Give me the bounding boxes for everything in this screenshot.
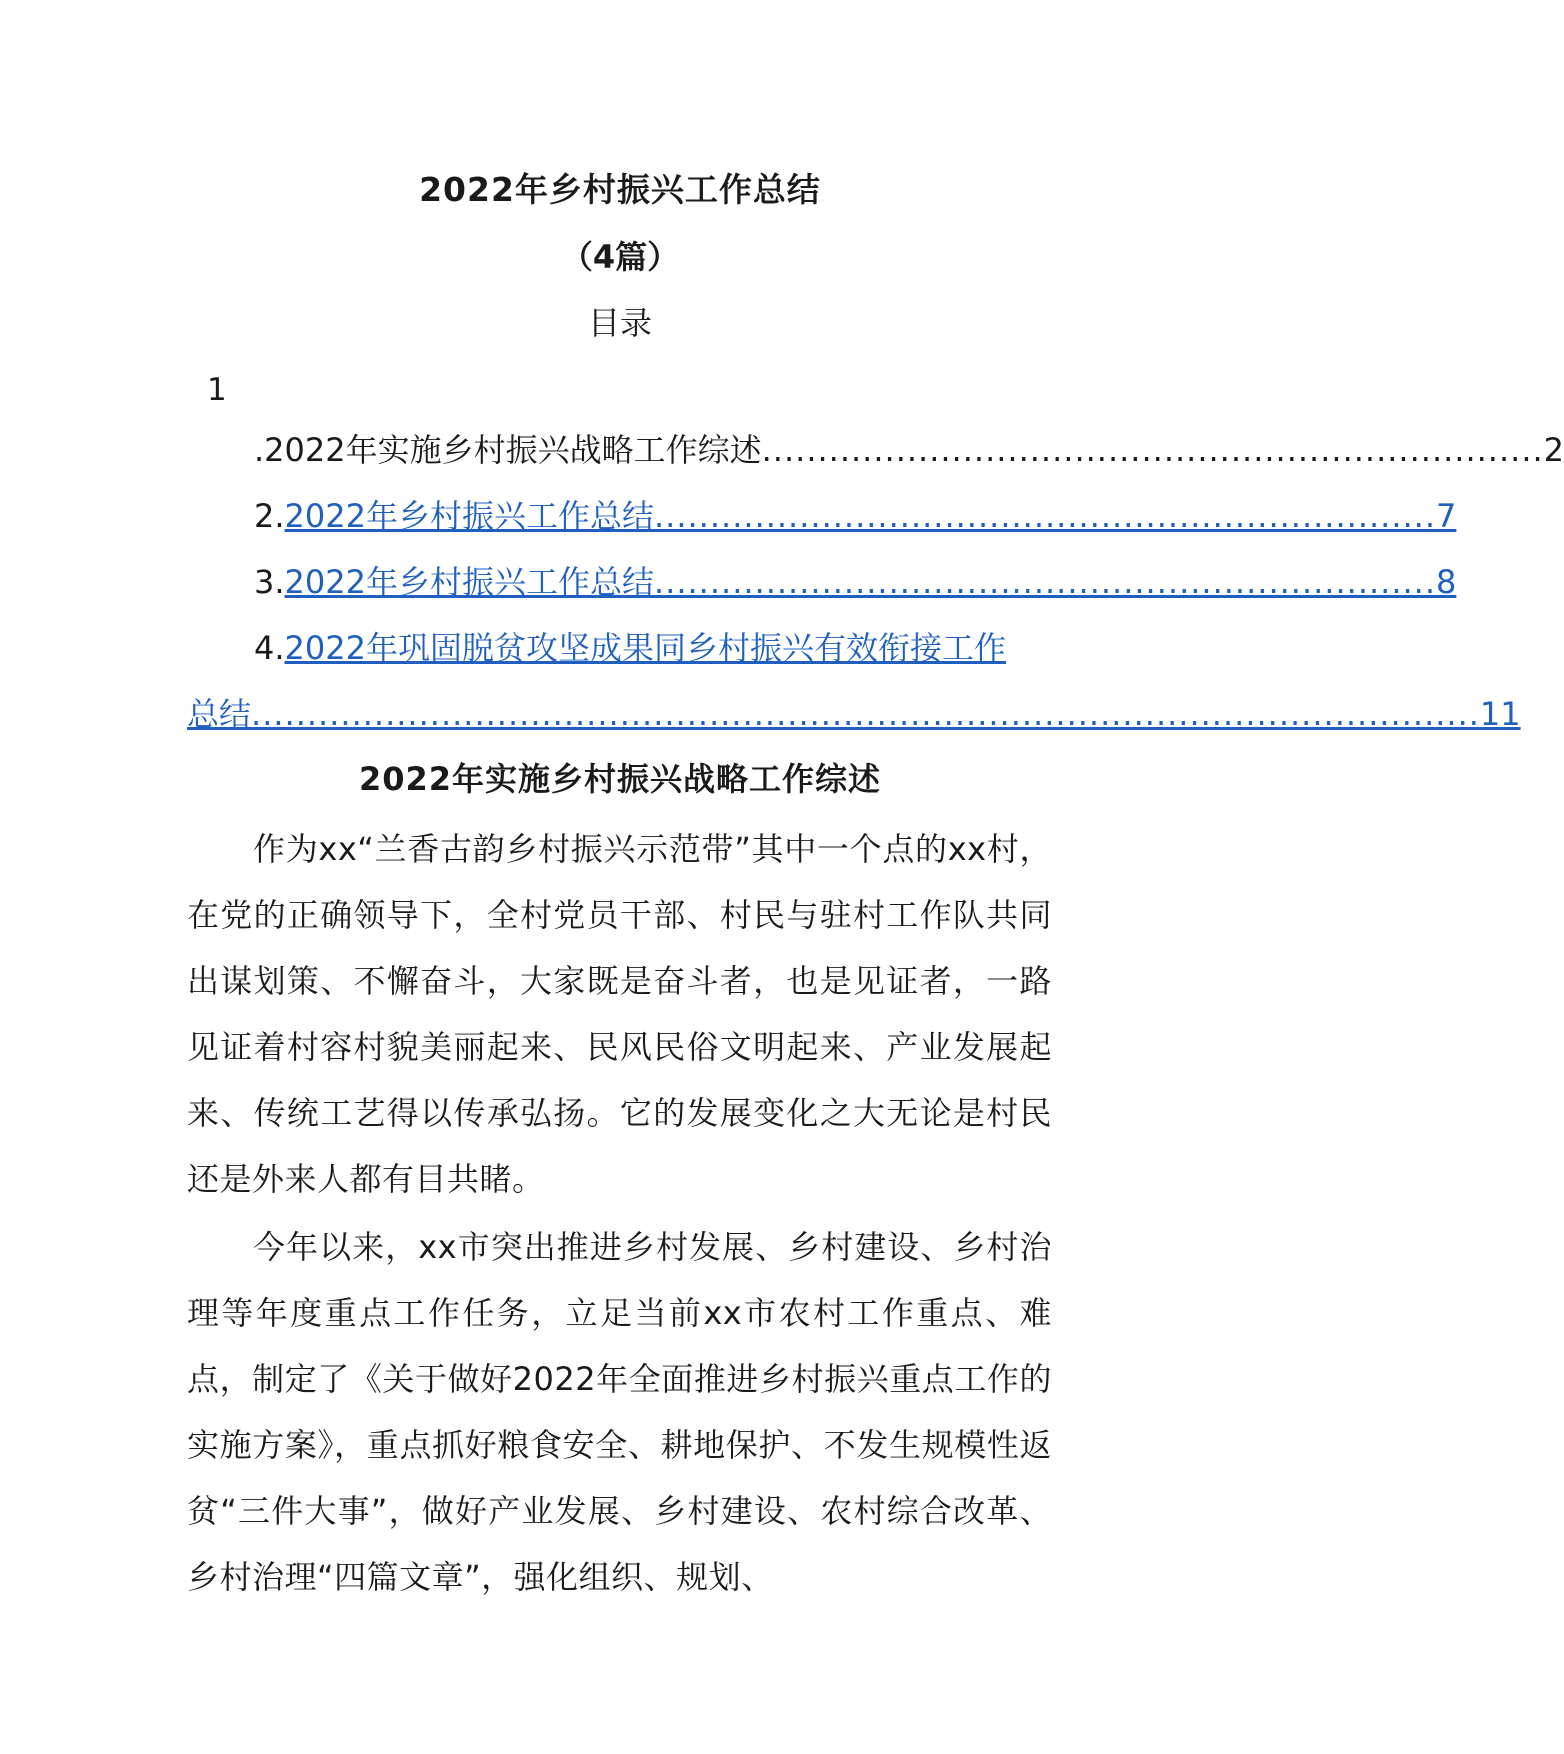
toc-entry-number: . [254,431,265,469]
document-title: 2022年乡村振兴工作总结 [419,170,821,209]
toc-entry-link[interactable]: 总结 [187,695,252,733]
toc-entry-3[interactable] [254,560,1457,604]
toc-page-number[interactable]: 11 [1479,695,1521,733]
body-paragraph: 今年以来，xx市突出推进乡村发展、乡村建设、乡村治理等年度重点工作任务，立足当前xx市农村工作重点、难点，制定了《关于做好2022年全面推进乡村振兴重点工作的实施方案》，重点抓好粮食安全、耕地保护、不发生规模性返贫“三件大事”，做好产业发展、乡村建设、农村综合改革、乡村治理“四篇文章”，强化组织、规划、 [187,1228,1052,1596]
toc-entry-4-continued[interactable] [187,692,1521,736]
section-title: 2022年实施乡村振兴战略工作综述 [358,760,882,798]
toc-leader-dots[interactable]: ...................................................................... [653,497,1437,535]
toc-entry-number: 3. [254,563,285,601]
toc-entry-link[interactable]: 2022年乡村振兴工作总结 [284,497,654,535]
document-subtitle: （4篇） [560,238,680,276]
toc-heading: 目录 [587,304,652,342]
toc-entry-text: 2022年实施乡村振兴战略工作综述 [264,431,762,469]
toc-entry-link[interactable]: 2022年巩固脱贫攻坚成果同乡村振兴有效衔接工作 [284,629,1006,667]
toc-leader-dots: ...................................................................... [761,431,1544,469]
toc-leader-dots[interactable]: .............................................................................................................. [251,695,1480,733]
toc-entry-number: 4. [254,629,285,667]
toc-entry-number: 2. [254,497,285,535]
toc-page-number: 2 [1543,431,1564,469]
body-paragraph: 作为xx“兰香古韵乡村振兴示范带”其中一个点的xx村，在党的正确领导下，全村党员干部、村民与驻村工作队共同出谋划策、不懈奋斗，大家既是奋斗者，也是见证者，一路见证着村容村貌美丽起来、民风民俗文明起来、产业发展起来、传统工艺得以传承弘扬。它的发展变化之大无论是村民还是外来人都有目共睹。 [187,830,1052,1198]
toc-entry-2[interactable] [254,494,1457,538]
toc-page-number[interactable]: 7 [1436,497,1457,535]
toc-page-number[interactable]: 8 [1436,563,1457,601]
toc-entry-link[interactable]: 2022年乡村振兴工作总结 [284,563,654,601]
toc-entry-4[interactable] [254,626,1050,670]
toc-item-number: 1 [207,372,227,408]
toc-leader-dots[interactable]: ...................................................................... [653,563,1437,601]
toc-entry-1[interactable] [254,428,1564,472]
